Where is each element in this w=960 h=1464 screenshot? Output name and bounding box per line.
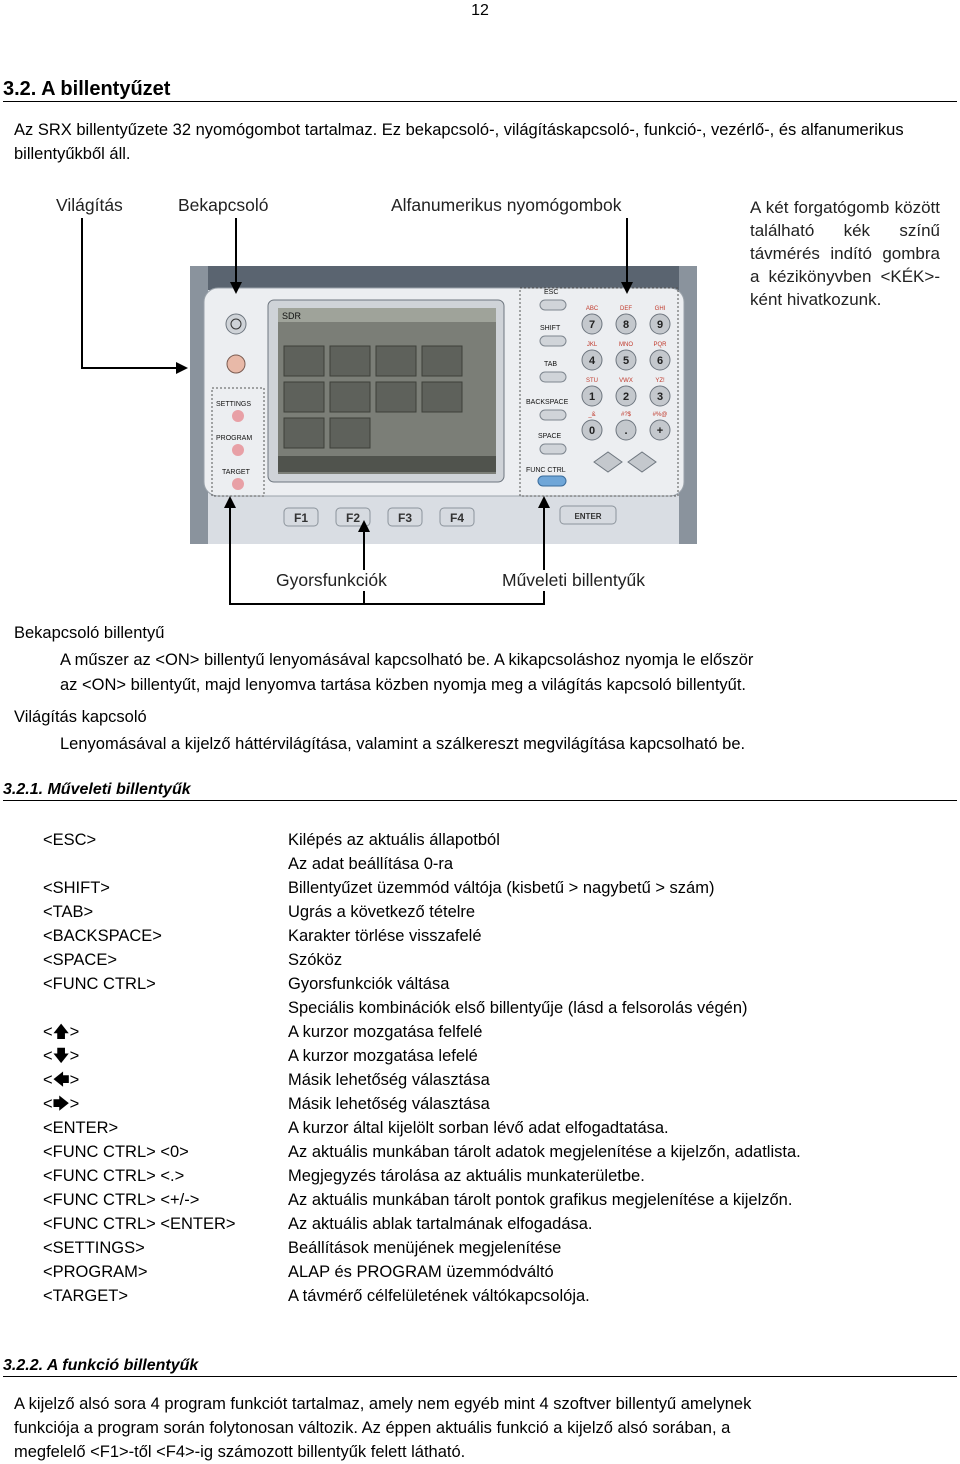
table-row-desc: Billentyűzet üzemmód váltója (kisbetű > nagybetű > szám) bbox=[288, 879, 715, 897]
table-row-desc: Megjegyzés tárolása az aktuális munkaterületbe. bbox=[288, 1167, 645, 1185]
keys-table bbox=[0, 828, 960, 1318]
svg-text:_&: _& bbox=[588, 412, 596, 418]
svg-text:6: 6 bbox=[656, 355, 664, 367]
vilagitas-line1: Lenyomásával a kijelző háttérvilágítása, valamint a szálkereszt megvilágítása kapcsolható be. bbox=[60, 735, 746, 753]
table-row-key: <SPACE> bbox=[43, 951, 117, 969]
table-row-desc: Az aktuális ablak tartalmának elfogadása. bbox=[288, 1215, 593, 1233]
label-alfanumerikus: Alfanumerikus nyomógombok bbox=[391, 195, 622, 215]
svg-text:ABC: ABC bbox=[585, 306, 599, 312]
subsection-rule-322 bbox=[3, 1376, 957, 1377]
section-heading: 3.2. A billentyűzet bbox=[3, 78, 171, 100]
table-row-key: <FUNC CTRL> <.> bbox=[43, 1167, 185, 1185]
page-number: 12 bbox=[471, 2, 489, 19]
svg-text:JKL: JKL bbox=[586, 342, 598, 348]
device-key-f3: F3 bbox=[397, 511, 413, 525]
intro-paragraph: Az SRX billentyűzete 32 nyomógombot tartalmaz. Ez bekapcsoló-, világításkapcsoló-, funkció-, vezérlő-, és alfanumerikus billentyűkből áll. bbox=[14, 121, 904, 163]
table-row-key: <FUNC CTRL> bbox=[43, 975, 156, 993]
table-row-key: <SETTINGS> bbox=[43, 1239, 145, 1257]
funkcio-line1: A kijelző alsó sora 4 program funkciót tartalmaz, amely nem egyéb mint 4 szoftver billentyű amelynek bbox=[14, 1395, 752, 1413]
device-key-backspace: BACKSPACE bbox=[526, 399, 569, 406]
table-row-desc: Gyorsfunkciók váltása bbox=[288, 975, 450, 993]
svg-text:#?$: #?$ bbox=[620, 412, 632, 418]
device-key-target: TARGET bbox=[222, 469, 250, 476]
svg-text:+: + bbox=[656, 425, 664, 437]
device-key-space: SPACE bbox=[538, 433, 562, 440]
table-row-desc: A kurzor mozgatása felfelé bbox=[288, 1023, 483, 1041]
table-row-desc: Beállítások menüjének megjelenítése bbox=[288, 1239, 562, 1257]
svg-text:0: 0 bbox=[588, 425, 596, 437]
svg-text:STU: STU bbox=[586, 378, 598, 384]
device-key-f4: F4 bbox=[449, 511, 465, 525]
device-key-funcctrl: FUNC CTRL bbox=[526, 467, 566, 474]
bekapcsolo-line1: A műszer az <ON> billentyű lenyomásával kapcsolható be. A kikapcsoláshoz nyomja le először bbox=[60, 651, 754, 669]
device-key-f1: F1 bbox=[293, 511, 309, 525]
table-row-key: <BACKSPACE> bbox=[43, 927, 162, 945]
table-row-key-right-arrow: <🡆> bbox=[43, 1095, 80, 1113]
subsection-heading-321: 3.2.1. Műveleti billentyűk bbox=[3, 781, 191, 798]
svg-text:#%@: #%@ bbox=[652, 412, 668, 418]
table-row-desc: Másik lehetőség választása bbox=[288, 1071, 490, 1089]
side-note: A két forgatógomb között található kék színű távmérés indító gombra a kézikönyvben <KÉK>-ként hivatkozunk. bbox=[750, 198, 940, 309]
funkcio-line3: megfelelő <F1>-től <F4>-ig számozott billentyűk felett látható. bbox=[14, 1443, 466, 1461]
svg-text:MNO: MNO bbox=[619, 342, 633, 348]
table-row-desc: Az adat beállítása 0-ra bbox=[288, 855, 454, 873]
device-key-settings: SETTINGS bbox=[216, 401, 252, 408]
bekapcsolo-line2: az <ON> billentyűt, majd lenyomva tartása közben nyomja meg a világítás kapcsoló billentyűt. bbox=[60, 676, 747, 694]
svg-text:.: . bbox=[624, 425, 628, 437]
svg-text:7: 7 bbox=[588, 319, 596, 331]
table-row-desc: Speciális kombinációk első billentyűje (lásd a felsorolás végén) bbox=[288, 999, 748, 1017]
table-row-key: <SHIFT> bbox=[43, 879, 110, 897]
svg-text:2: 2 bbox=[622, 391, 630, 403]
label-vilagitas: Világítás bbox=[56, 195, 123, 215]
table-row-desc: A távmérő célfelületének váltókapcsolója. bbox=[288, 1287, 590, 1305]
vilagitas-title: Világítás kapcsoló bbox=[14, 708, 147, 726]
svg-text:VWX: VWX bbox=[619, 378, 633, 384]
svg-text:GHI: GHI bbox=[654, 306, 666, 312]
table-row-desc: Szóköz bbox=[288, 951, 343, 969]
table-row-desc: A kurzor mozgatása lefelé bbox=[288, 1047, 478, 1065]
table-row-key: <FUNC CTRL> <+/-> bbox=[43, 1191, 200, 1209]
table-row-desc: Az aktuális munkában tárolt adatok megjelenítése a kijelzőn, adatlista. bbox=[288, 1143, 801, 1161]
table-row-key: <ENTER> bbox=[43, 1119, 119, 1137]
funkcio-line2: funkciója a program során folytonosan változik. Az éppen aktuális funkció a kijelző alsó sorában, a bbox=[14, 1419, 731, 1437]
svg-text:1: 1 bbox=[588, 391, 596, 403]
subsection-rule-321 bbox=[3, 800, 957, 801]
svg-text:5: 5 bbox=[622, 355, 630, 367]
device-key-shift: SHIFT bbox=[540, 325, 561, 332]
callout-lines bbox=[0, 0, 960, 620]
table-row-key: <FUNC CTRL> <0> bbox=[43, 1143, 189, 1161]
table-row-desc: ALAP és PROGRAM üzemmódváltó bbox=[288, 1263, 554, 1281]
device-key-enter: ENTER bbox=[574, 512, 602, 521]
svg-text:3: 3 bbox=[656, 391, 664, 403]
svg-text:8: 8 bbox=[622, 319, 630, 331]
device-key-program: PROGRAM bbox=[216, 435, 253, 442]
table-row-desc: Másik lehetőség választása bbox=[288, 1095, 490, 1113]
table-row-key-down-arrow: <🡇> bbox=[43, 1047, 80, 1065]
table-row-key: <TARGET> bbox=[43, 1287, 128, 1305]
svg-text:9: 9 bbox=[656, 319, 664, 331]
svg-text:YZ!: YZ! bbox=[655, 378, 665, 384]
table-row-key: <ESC> bbox=[43, 831, 97, 849]
device-key-f2: F2 bbox=[345, 511, 361, 525]
bekapcsolo-title: Bekapcsoló billentyű bbox=[14, 624, 165, 642]
table-row-desc: Karakter törlése visszafelé bbox=[288, 927, 482, 945]
table-row-key: <TAB> bbox=[43, 903, 94, 921]
svg-text:4: 4 bbox=[588, 355, 596, 367]
table-row-key-left-arrow: <🡄> bbox=[43, 1071, 80, 1089]
table-row-desc: A kurzor által kijelölt sorban lévő adat elfogadtatása. bbox=[288, 1119, 669, 1137]
device-key-tab: TAB bbox=[544, 361, 558, 368]
subsection-heading-322: 3.2.2. A funkció billentyűk bbox=[3, 1357, 199, 1374]
label-bekapcsolo: Bekapcsoló bbox=[178, 195, 269, 215]
screen-header: SDR bbox=[282, 311, 302, 321]
svg-text:PQR: PQR bbox=[653, 342, 667, 348]
label-gyorsfunkciok: Gyorsfunkciók bbox=[276, 570, 387, 590]
svg-text:DEF: DEF bbox=[620, 306, 632, 312]
table-row-desc: Ugrás a következő tételre bbox=[288, 903, 476, 921]
table-row-key: <PROGRAM> bbox=[43, 1263, 148, 1281]
table-row-desc: Az aktuális munkában tárolt pontok grafikus megjelenítése a kijelzőn. bbox=[288, 1191, 793, 1209]
table-row-desc: Kilépés az aktuális állapotból bbox=[288, 831, 500, 849]
device-key-esc: ESC bbox=[544, 289, 559, 296]
label-muveleti: Műveleti billentyűk bbox=[502, 570, 645, 590]
table-row-key-up-arrow: <🡅> bbox=[43, 1023, 80, 1041]
table-row-key: <FUNC CTRL> <ENTER> bbox=[43, 1215, 236, 1233]
